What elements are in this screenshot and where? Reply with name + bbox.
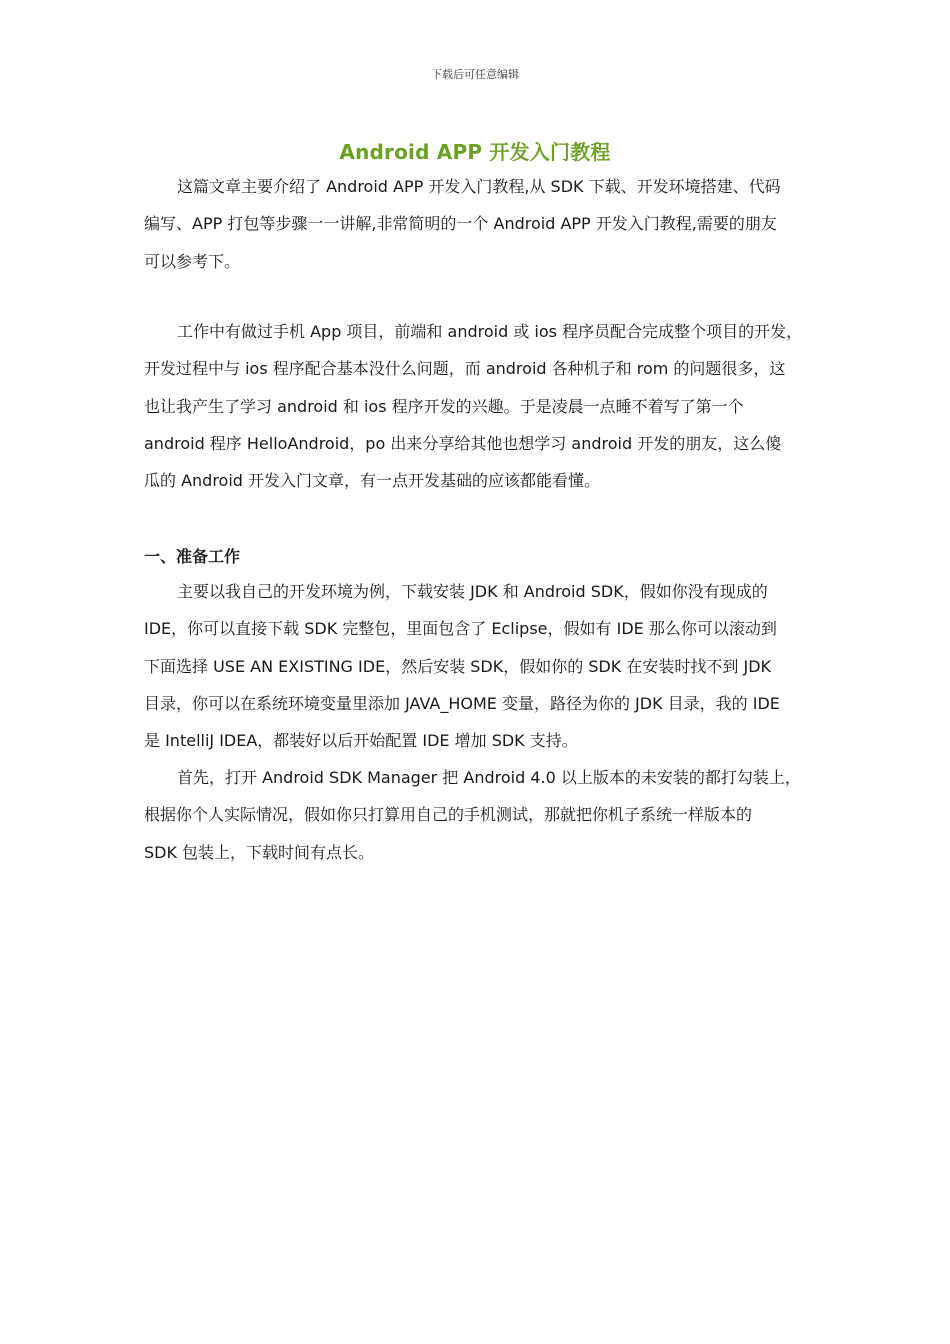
text-line: 瓜的 Android 开发入门文章，有一点开发基础的应该都能看懂。 (144, 471, 601, 491)
text-line: 是 IntelliJ IDEA，都装好以后开始配置 IDE 增加 SDK 支持。 (144, 731, 578, 751)
text-line: 编写、APP 打包等步骤一一讲解,非常简明的一个 Android APP 开发入门教程,需要的朋友 (144, 214, 777, 234)
text-line: 主要以我自己的开发环境为例，下载安装 JDK 和 Android SDK，假如你没有现成的 (177, 582, 768, 601)
text-line: 目录，你可以在系统环境变量里添加 JAVA_HOME 变量，路径为你的 JDK 目录，我的 IDE (144, 693, 780, 713)
preparation-paragraph-1 (144, 573, 816, 759)
text-line: IDE，你可以直接下载 SDK 完整包，里面包含了 Eclipse，假如有 IDE 那么你可以滚动到 (144, 619, 777, 639)
intro-paragraph (144, 168, 816, 280)
page-header: 下载后可任意编辑 (431, 68, 519, 81)
text-line: 根据你个人实际情况，假如你只打算用自己的手机测试，那就把你机子系统一样版本的 (144, 805, 753, 825)
text-line: 这篇文章主要介绍了 Android APP 开发入门教程,从 SDK 下载、开发环境搭建、代码 (177, 177, 781, 196)
text-line: 下面选择 USE AN EXISTING IDE，然后安装 SDK，假如你的 SDK 在安装时找不到 JDK (144, 656, 772, 676)
document-title: Android APP 开发入门教程 (339, 140, 611, 164)
section-heading-preparation: 一、准备工作 (144, 547, 241, 566)
text-line: 工作中有做过手机 App 项目，前端和 android 或 ios 程序员配合完成整个项目的开发， (177, 322, 803, 341)
work-background-paragraph (144, 313, 816, 499)
text-line: 可以参考下。 (144, 251, 241, 271)
text-line: 开发过程中与 ios 程序配合基本没什么问题，而 android 各种机子和 rom 的问题很多，这 (144, 359, 786, 379)
text-line: 也让我产生了学习 android 和 ios 程序开发的兴趣。于是凌晨一点睡不着写了第一个 (144, 396, 744, 416)
preparation-paragraph-2 (144, 759, 816, 871)
text-line: SDK 包装上，下载时间有点长。 (144, 842, 375, 862)
text-line: 首先，打开 Android SDK Manager 把 Android 4.0 以上版本的未安装的都打勾装上， (177, 768, 801, 787)
text-line: android 程序 HelloAndroid，po 出来分享给其他也想学习 android 开发的朋友，这么傻 (144, 433, 782, 453)
